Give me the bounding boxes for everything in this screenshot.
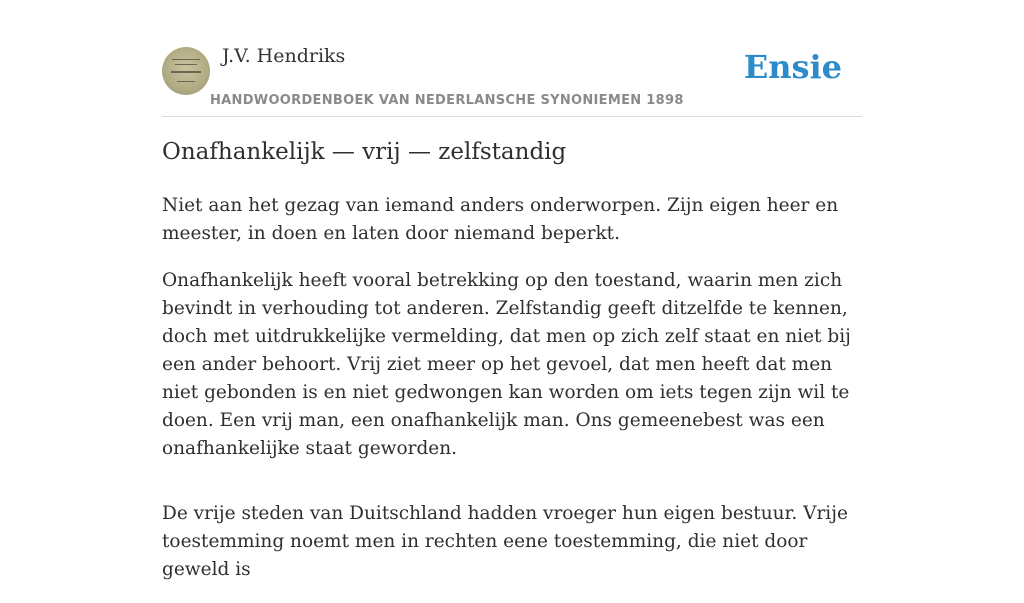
entry-paragraph: Onafhankelijk heeft vooral betrekking op den toestand, waarin men zich bevindt in verhouding tot anderen. Zelfstandig geeft ditzelfde te kennen, doch met uitdrukkelijke vermelding, dat men op zich zelf staat en niet bij een ander behoort. Vrij ziet meer op het gevoel, dat men heeft dat men niet gebonden is en niet gedwongen kan worden om iets tegen zijn wil te doen. Een vrij man, een onafhankelijk man. Ons gemeenebest was een onafhankelijke staat geworden.	[162, 270, 851, 459]
cover-line	[172, 59, 200, 60]
entry-paragraph: De vrije steden van Duitschland hadden vroeger hun eigen bestuur. Vrije toestemming noemt men in rechten eene toestemming, die niet door geweld is	[162, 503, 848, 580]
book-cover-avatar[interactable]	[162, 47, 210, 95]
cover-line	[171, 71, 201, 73]
header	[162, 40, 862, 117]
source-title[interactable]: HANDWOORDENBOEK VAN NEDERLANSCHE SYNONIEMEN 1898	[210, 93, 684, 108]
author-name[interactable]: J.V. Hendriks	[222, 45, 346, 67]
cover-line	[177, 81, 195, 82]
entry-paragraph: Niet aan het gezag van iemand anders onderworpen. Zijn eigen heer en meester, in doen en laten door niemand beperkt.	[162, 195, 839, 244]
cover-line	[175, 64, 197, 65]
brand-logo[interactable]: Ensie	[743, 48, 842, 86]
entry-body	[162, 192, 862, 603]
entry-title: Onafhankelijk — vrij — zelfstandig	[162, 139, 567, 165]
